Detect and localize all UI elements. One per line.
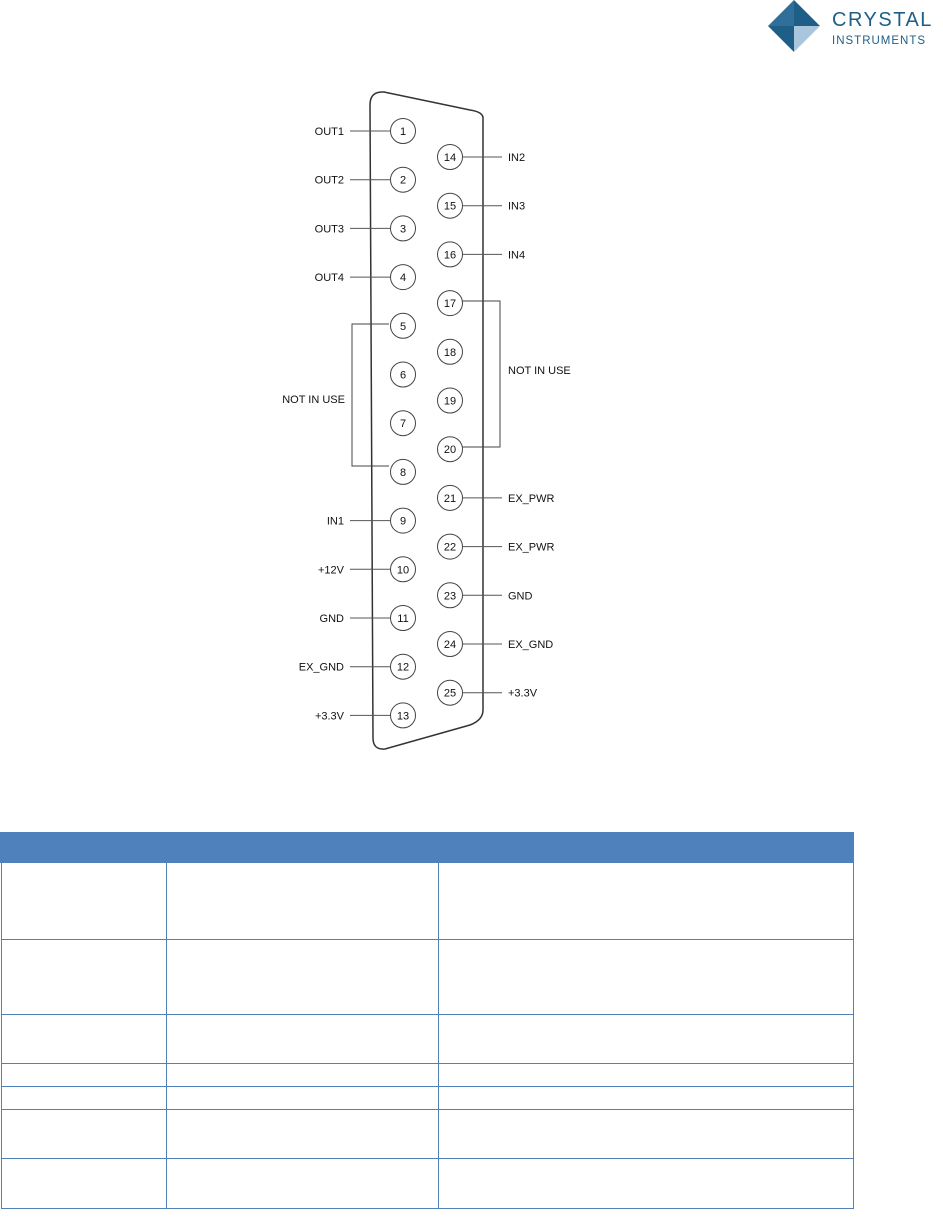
table-cell — [1, 1063, 166, 1086]
table-header-row — [1, 833, 853, 862]
pin-label: EX_GND — [298, 661, 344, 674]
pin-label: +3.3V — [508, 687, 538, 700]
pin-4 — [315, 265, 416, 290]
right-pin-row — [438, 145, 555, 706]
table-cell — [438, 1014, 853, 1063]
pin-24 — [438, 632, 554, 657]
pin-6 — [391, 362, 416, 387]
table-header-cell — [1, 833, 166, 862]
pin-number: 13 — [396, 710, 410, 723]
pin-number: 1 — [399, 126, 407, 138]
pin-label: EX_PWR — [508, 541, 555, 554]
pin-number: 11 — [397, 613, 409, 625]
table-row — [1, 1086, 853, 1109]
pin-number: 22 — [443, 541, 457, 554]
pin-20 — [438, 437, 463, 462]
pin-17 — [438, 291, 463, 316]
pin-number: 9 — [399, 515, 407, 528]
table-cell — [438, 1109, 853, 1158]
table-cell — [1, 1158, 166, 1208]
pin-19 — [438, 388, 463, 413]
pin-14 — [438, 145, 526, 170]
pin-3 — [315, 216, 416, 241]
table-row — [1, 939, 853, 1014]
table-cell — [166, 1109, 438, 1158]
right-unused-bracket — [462, 301, 500, 447]
pin-11 — [320, 606, 416, 631]
pin-number: 10 — [396, 564, 410, 577]
pin-number: 7 — [399, 418, 407, 431]
logo-line1: CRYSTAL — [832, 9, 933, 31]
table-cell — [166, 1014, 438, 1063]
pin-number: 21 — [443, 492, 457, 505]
pin-number: 18 — [443, 346, 457, 359]
pin-7 — [391, 411, 416, 436]
table-cell — [438, 939, 853, 1014]
table-cell — [166, 1158, 438, 1208]
table-cell — [166, 1063, 438, 1086]
pin-label: OUT3 — [314, 223, 344, 236]
pin-1 — [315, 119, 416, 144]
pin-label: IN1 — [326, 515, 344, 528]
pin-label: OUT1 — [314, 126, 344, 138]
pin-label: IN2 — [508, 152, 526, 164]
pin-number: 24 — [443, 639, 457, 651]
pin-13 — [315, 703, 416, 728]
table-cell — [1, 1014, 166, 1063]
logo-line2: INSTRUMENTS — [832, 35, 927, 47]
pin-label: GND — [508, 590, 533, 603]
pin-label: GND — [319, 613, 344, 625]
pin-22 — [438, 534, 555, 559]
table-cell — [1, 1086, 166, 1109]
pin-label: IN4 — [508, 249, 526, 262]
table-cell — [166, 939, 438, 1014]
pin-number: 12 — [396, 661, 410, 674]
table-cell — [438, 1086, 853, 1109]
pin-number: 4 — [399, 272, 407, 285]
table-row — [1, 1063, 853, 1086]
table-cell — [1, 939, 166, 1014]
pin-number: 25 — [443, 687, 457, 700]
connector-outline — [370, 92, 483, 749]
table-row — [1, 1158, 853, 1208]
pin-label: +3.3V — [314, 710, 344, 723]
pin-10 — [318, 557, 416, 582]
pin-23 — [438, 583, 533, 608]
pin-2 — [315, 167, 416, 192]
pin-label: OUT4 — [314, 272, 344, 285]
pin-5 — [391, 313, 416, 338]
table-cell — [1, 1109, 166, 1158]
pin-16 — [438, 242, 526, 267]
table-row — [1, 862, 853, 939]
pin-label: EX_PWR — [508, 492, 555, 505]
table-cell — [438, 1158, 853, 1208]
table-row — [1, 1014, 853, 1063]
pin-number: 16 — [443, 249, 457, 262]
pin-label: OUT2 — [314, 174, 344, 187]
pin-number: 17 — [443, 298, 457, 311]
pin-number: 23 — [443, 590, 457, 603]
table-cell — [1, 862, 166, 939]
table-row — [1, 1109, 853, 1158]
left-pin-row — [299, 119, 416, 728]
pin-8 — [391, 459, 416, 484]
pin-description-table — [0, 832, 854, 1209]
pin-number: 5 — [399, 320, 407, 333]
table-header-cell — [438, 833, 853, 862]
table-header-cell — [166, 833, 438, 862]
pin-label: EX_GND — [508, 639, 554, 651]
table-cell — [166, 1086, 438, 1109]
pin-15 — [438, 193, 526, 218]
pin-number: 2 — [399, 174, 407, 187]
pin-25 — [438, 680, 538, 705]
pin-number: 15 — [443, 200, 457, 213]
right-not-in-use-label: NOT IN USE — [508, 365, 571, 377]
table-cell — [438, 862, 853, 939]
pin-number: 20 — [443, 444, 457, 457]
pin-12 — [299, 654, 416, 679]
pin-number: 6 — [399, 369, 407, 382]
table-cell — [438, 1063, 853, 1086]
pin-number: 3 — [399, 223, 407, 236]
pin-21 — [438, 485, 555, 510]
pin-18 — [438, 339, 463, 364]
pin-number: 14 — [443, 152, 457, 164]
pin-number: 19 — [443, 395, 457, 408]
pin-label: IN3 — [508, 200, 526, 213]
left-not-in-use-label: NOT IN USE — [282, 394, 345, 406]
pin-number: 8 — [399, 466, 407, 479]
table-cell — [166, 862, 438, 939]
pin-label: +12V — [318, 564, 344, 577]
